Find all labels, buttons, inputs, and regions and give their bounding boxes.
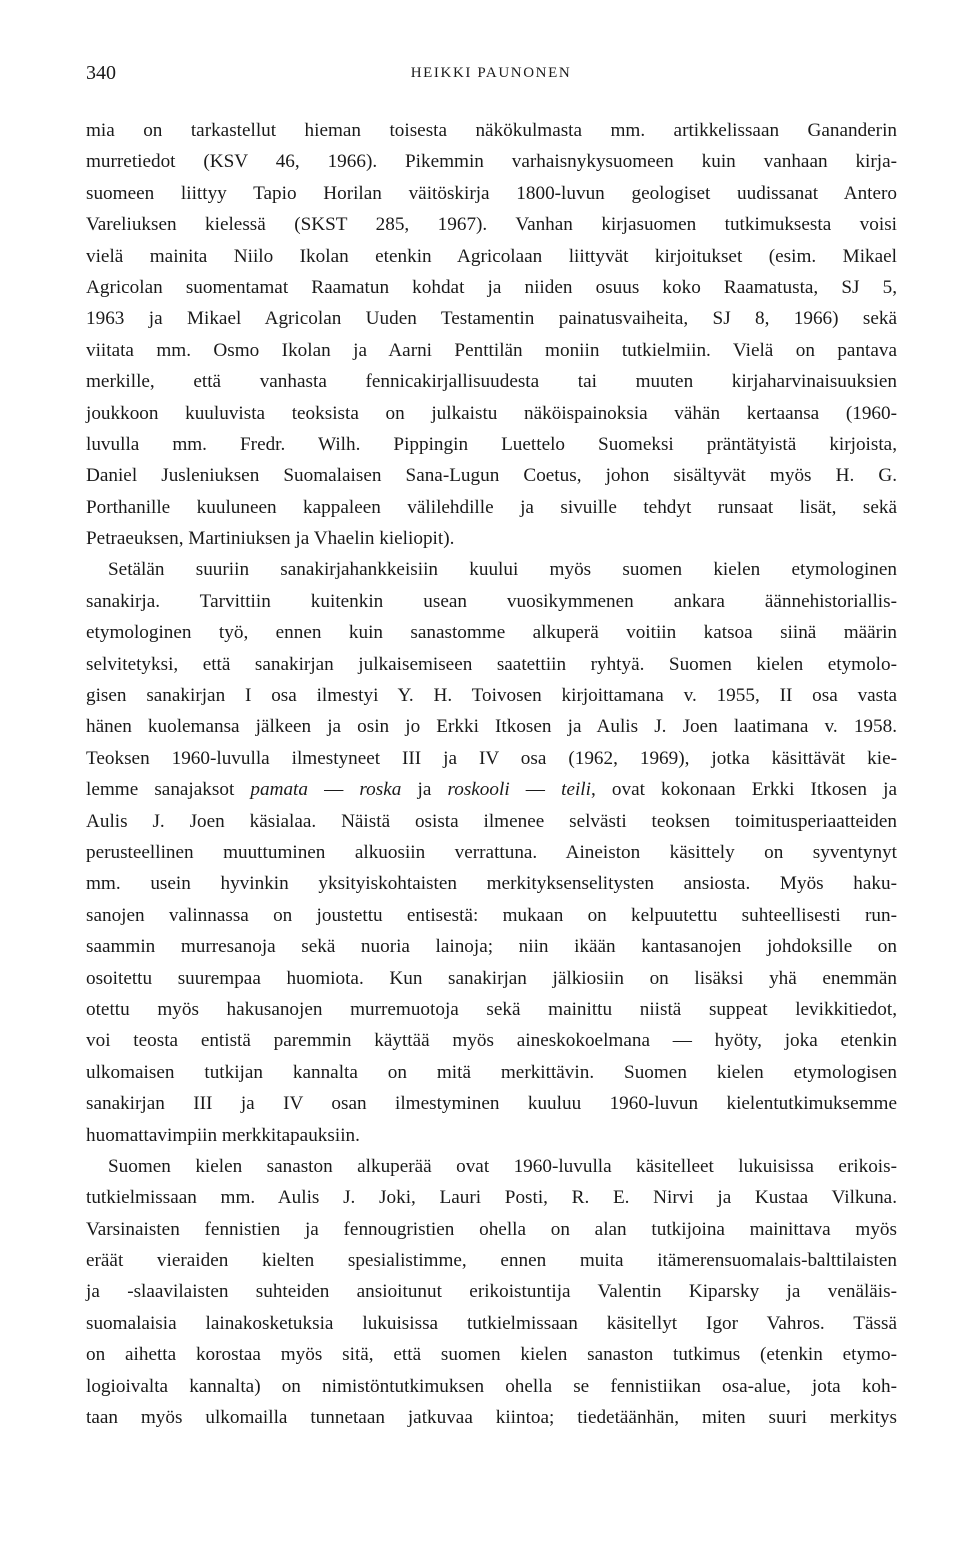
text-line: Vareliuksen kielessä (SKST 285, 1967). Vanhan kirjasuomen tutkimuksesta voisi <box>86 214 897 236</box>
text-line: luvulla mm. Fredr. Wilh. Pippingin Luettelo Suomeksi präntätyistä kirjoista, <box>86 433 897 455</box>
text-line: ja -slaavilaisten suhteiden ansioitunut erikoistuntija Valentin Kiparsky ja venäläis- <box>86 1281 897 1303</box>
text-line: perusteellinen muuttuminen alkuosiin verrattuna. Aineiston käsittely on syventynyt <box>86 841 897 863</box>
text-line: 1963 ja Mikael Agricolan Uuden Testamentin painatusvaiheita, SJ 8, 1966) sekä <box>86 308 897 330</box>
text-run: ja <box>401 779 448 801</box>
text-line: murretiedot (KSV 46, 1966). Pikemmin varhaisnykysuomeen kuin vanhaan kirja- <box>86 151 897 173</box>
text-line: Setälän suuriin sanakirjahankkeisiin kuului myös suomen kielen etymologinen <box>108 559 897 581</box>
text-line: viitata mm. Osmo Ikolan ja Aarni Penttilän moniin tutkielmiin. Vielä on pantava <box>86 339 897 361</box>
body-text <box>86 115 897 1433</box>
text-line: sanakirjan III ja IV osan ilmestyminen kuuluu 1960-luvun kielentutkimuksemme <box>86 1093 897 1115</box>
text-line: joukkoon kuuluvista teoksista on julkaistu näköispainoksia vähän kertaansa (1960- <box>86 402 897 424</box>
text-line: saammin murresanoja sekä nuoria lainoja; niin ikään kantasanojen johdoksille on <box>86 936 897 958</box>
italic-word: pamata <box>250 779 308 801</box>
italic-word: teili <box>561 779 591 801</box>
text-line: mm. usein hyvinkin yksityiskohtaisten merkityksenselitysten ansiosta. Myös haku- <box>86 873 897 895</box>
text-line: suomeen liittyy Tapio Horilan väitöskirja 1800-luvun geologiset uudissanat Antero <box>86 182 897 204</box>
text-line: tutkielmissaan mm. Aulis J. Joki, Lauri Posti, R. E. Nirvi ja Kustaa Vilkuna. <box>86 1187 897 1209</box>
text-line: mia on tarkastellut hieman toisesta näkökulmasta mm. artikkelissaan Gananderin <box>86 120 897 141</box>
text-line: sanojen valinnassa on joustettu entisestä: mukaan on kelpuutettu suhteellisesti run- <box>86 904 897 926</box>
text-line: vielä mainita Niilo Ikolan etenkin Agricolaan liittyvät kirjoitukset (esim. Mikael <box>86 245 897 267</box>
paragraph-1 <box>86 115 897 554</box>
text-line: Agricolan suomentamat Raamatun kohdat ja niiden osuus koko Raamatusta, SJ 5, <box>86 276 897 298</box>
text-line: osoitettu suurempaa huomiota. Kun sanakirjan jälkiosiin on lisäksi yhä enemmän <box>86 967 897 989</box>
text-line-with-italics <box>86 774 897 805</box>
text-line: Suomen kielen sanaston alkuperää ovat 1960-luvulla käsitelleet lukuisissa erikois- <box>108 1155 897 1177</box>
text-line: eräät vieraiden kielten spesialistimme, ennen muita itämerensuomalais-balttilaisten <box>86 1250 897 1272</box>
text-run: lemme sanajaksot <box>86 779 251 801</box>
text-line: Petraeuksen, Martiniuksen ja Vhaelin kieliopit). <box>86 528 455 550</box>
italic-word: roskooli <box>447 779 510 801</box>
text-line: Porthanille kuuluneen kappaleen välilehdille ja sivuille tehdyt runsaat lisät, sekä <box>86 496 897 518</box>
page-number: 340 <box>86 62 116 84</box>
italic-word: roska <box>359 779 402 801</box>
paragraph-2 <box>86 554 897 1150</box>
text-line: ulkomaisen tutkijan kannalta on mitä merkittävin. Suomen kielen etymologisen <box>86 1061 897 1083</box>
text-line: Varsinaisten fennistien ja fennougristien ohella on alan tutkijoina mainittava myös <box>86 1218 897 1240</box>
text-line: merkille, että vanhasta fennicakirjallisuudesta tai muuten kirjaharvinaisuuksien <box>86 371 897 393</box>
text-line: taan myös ulkomailla tunnetaan jatkuvaa kiintoa; tiedetäänhän, miten suuri merkitys <box>86 1407 897 1429</box>
text-line: otettu myös hakusanojen murremuotoja sekä mainittu niistä suppeat levikkitiedot, <box>86 998 897 1020</box>
text-line: logioivalta kannalta) on nimistöntutkimuksen ohella se fennistiikan osa-alue, jota koh- <box>86 1375 897 1397</box>
text-line: hänen kuolemansa jälkeen ja osin jo Erkki Itkosen ja Aulis J. Joen laatimana v. 1958. <box>86 716 897 738</box>
text-line: huomattavimpiin merkkitapauksiin. <box>86 1124 360 1146</box>
text-line: sanakirja. Tarvittiin kuitenkin usean vuosikymmenen ankara äännehistoriallis- <box>86 590 897 612</box>
text-line: suomalaisia lainakosketuksia lukuisissa tutkielmissaan käsitellyt Igor Vahros. Tässä <box>86 1312 897 1334</box>
text-line: voi teosta entistä paremmin käyttää myös aineskokoelmana — hyöty, joka etenkin <box>86 1030 897 1052</box>
text-line: selvitetyksi, että sanakirjan julkaisemiseen saatettiin ryhtyä. Suomen kielen etymolo- <box>86 653 897 675</box>
running-head <box>86 62 896 92</box>
text-run: — <box>509 779 562 801</box>
text-line: Daniel Jusleniuksen Suomalaisen Sana-Lugun Coetus, johon sisältyvät myös H. G. <box>86 465 897 487</box>
running-title: HEIKKI PAUNONEN <box>410 65 572 81</box>
paragraph-3 <box>86 1151 897 1434</box>
text-line: Teoksen 1960-luvulla ilmestyneet III ja IV osa (1962, 1969), jotka käsittävät kie- <box>86 747 897 769</box>
text-line: on aihetta korostaa myös sitä, että suomen kielen sanaston tutkimus (etenkin etymo- <box>86 1344 897 1366</box>
text-line: gisen sanakirjan I osa ilmestyi Y. H. Toivosen kirjoittamana v. 1955, II osa vasta <box>86 685 897 707</box>
text-run: , ovat kokonaan Erkki Itkosen ja <box>590 779 897 801</box>
text-line: Aulis J. Joen käsialaa. Näistä osista ilmenee selvästi teoksen toimitusperiaatteiden <box>86 810 897 832</box>
text-line: etymologinen työ, ennen kuin sanastomme alkuperä voitiin katsoa siinä määrin <box>86 622 897 644</box>
text-run: — <box>307 779 360 801</box>
